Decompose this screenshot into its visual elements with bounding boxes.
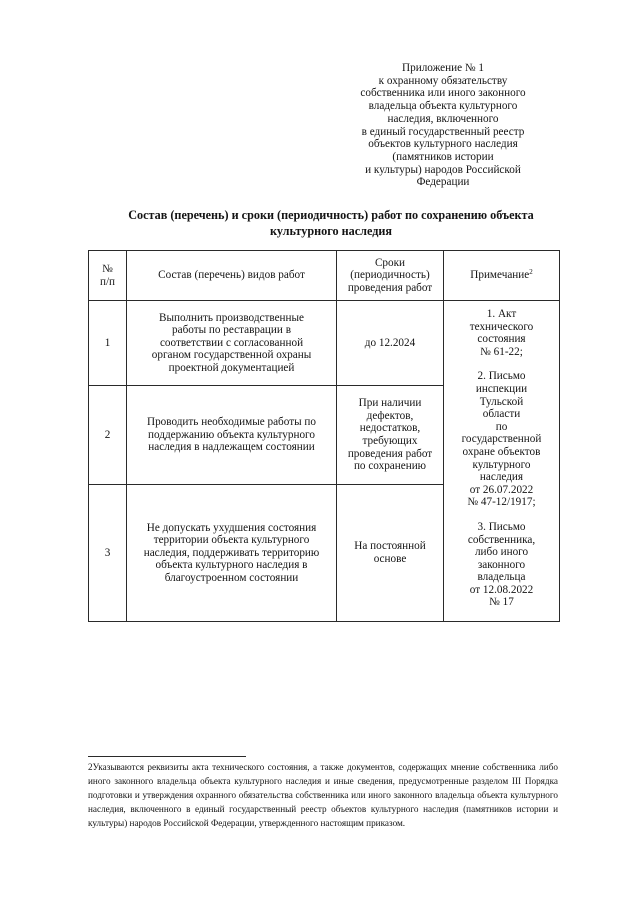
document-title <box>100 208 562 239</box>
works-table <box>88 250 560 622</box>
header-number: № п/п <box>89 251 127 301</box>
header-notes <box>444 251 560 301</box>
appendix-line: владельца объекта культурного <box>368 100 518 113</box>
row-number: 3 <box>89 485 127 622</box>
row-number: 1 <box>89 301 127 386</box>
row-number: 2 <box>89 386 127 485</box>
row-terms: При наличии дефектов, недостатков, требующих проведения работ по сохранению <box>337 386 444 485</box>
appendix-line: Приложение № 1 <box>402 62 484 74</box>
appendix-line: Федерации <box>416 176 470 189</box>
footnote-ref: 2 <box>529 268 533 277</box>
header-terms: Сроки (периодичность) проведения работ <box>337 251 444 301</box>
note-item: 2. Письмо инспекции Тульской области по государственной охране объектов культурного наследия от 26.07.2022 № 47-12/1917; <box>461 370 542 509</box>
appendix-line: к охранному обязательству <box>378 74 508 87</box>
appendix-line: собственника или иного законного <box>360 87 526 100</box>
appendix-line: наследия, включенного <box>387 112 499 125</box>
footnote-separator <box>88 756 246 757</box>
appendix-line: (памятников истории <box>392 150 494 163</box>
table-header-row <box>89 251 560 301</box>
row-works: Проводить необходимые работы по поддержанию объекта культурного наследия в надлежащем состоянии <box>127 386 337 485</box>
notes-cell <box>444 301 560 622</box>
row-works: Не допускать ухудшения состояния территории объекта культурного наследия, поддерживать территорию объекта культурного наследия в благоустроенном состоянии <box>127 485 337 622</box>
title-line-2: культурного наследия <box>269 223 393 238</box>
note-item: 3. Письмо собственника, либо иного законного владельца от 12.08.2022 № 17 <box>467 520 536 609</box>
row-works: Выполнить производственные работы по реставрации в соответствии с согласованной органом государственной охраны проектной документацией <box>127 301 337 386</box>
appendix-block <box>332 62 554 189</box>
note-item: 1. Акт технического состояния № 61-22; <box>469 308 534 358</box>
appendix-line: и культуры) народов Российской <box>365 163 521 176</box>
title-line-1: Состав (перечень) и сроки (периодичность) работ по сохранению объекта <box>128 208 534 222</box>
header-notes-label: Примечание <box>470 269 530 282</box>
row-terms: до 12.2024 <box>337 301 444 386</box>
header-works: Состав (перечень) видов работ <box>127 251 337 301</box>
appendix-line: объектов культурного наследия <box>368 138 518 151</box>
footnote-text: 2Указываются реквизиты акта технического состояния, а также документов, содержащих мнение собственника либо иного законного владельца объекта культурного наследия и иные сведения, предусмотренные разделом III Порядка подготовки и утверждения охранного обязательства собственника или иного законного владельца объекта культурного наследия, включенного в единый государственный реестр объектов культурного наследия (памятников истории и культуры) народов Российской Федерации, утвержденного настоящим приказом. <box>88 762 558 828</box>
appendix-line: в единый государственный реестр <box>361 125 525 138</box>
row-terms: На постоянной основе <box>337 485 444 622</box>
table-row <box>89 301 560 386</box>
